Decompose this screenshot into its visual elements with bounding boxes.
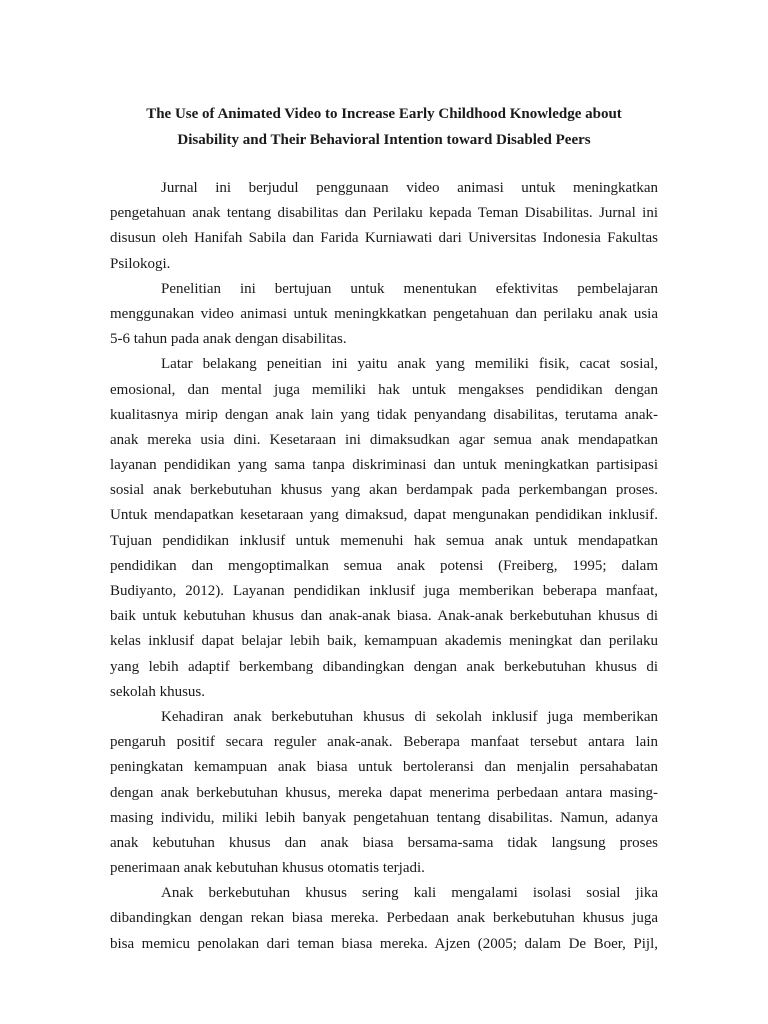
text-line: yang lebih adaptif berkembang dibandingkan dengan anak berkebutuhan khusus di <box>110 658 658 675</box>
title-line: The Use of Animated Video to Increase Early Childhood Knowledge about <box>146 106 622 122</box>
text-line: emosional, dan mental juga memiliki hak untuk mengakses pendidikan dengan <box>110 381 658 398</box>
text-line: anak mereka usia dini. Kesetaraan ini dimaksudkan agar semua anak mendapatkan <box>110 431 658 448</box>
paragraph <box>110 705 658 881</box>
text-line: Anak berkebutuhan khusus sering kali mengalami isolasi sosial jika <box>161 885 658 902</box>
text-line: menggunakan video animasi untuk meningkkatkan pengetahuan dan perilaku anak usia <box>110 305 658 322</box>
text-line: penerimaan anak kebutuhan khusus otomatis terjadi. <box>110 860 425 877</box>
text-line: Jurnal ini berjudul penggunaan video animasi untuk meningkatkan <box>161 180 658 196</box>
paragraph <box>110 176 658 277</box>
text-line: Tujuan pendidikan inklusif untuk memenuhi hak semua anak untuk mendapatkan <box>110 532 658 549</box>
text-line: pendidikan dan mengoptimalkan semua anak potensi (Freiberg, 1995; dalam <box>110 557 658 574</box>
paragraph <box>110 881 658 957</box>
text-line: pengaruh positif secara reguler anak-anak. Beberapa manfaat tersebut antara lain <box>110 734 658 751</box>
text-line: peningkatan kemampuan anak biasa untuk bertoleransi dan menjalin persahabatan <box>110 759 658 776</box>
text-line: Psilokogi. <box>110 255 171 272</box>
text-line: kelas inklusif dapat belajar lebih baik, kemampuan akademis meningkat dan perilaku <box>110 633 658 650</box>
text-line: kualitasnya mirip dengan anak lain yang tidak penyandang disabilitas, terutama anak- <box>110 406 658 423</box>
text-line: sosial anak berkebutuhan khusus yang akan berdampak pada perkembangan proses. <box>110 482 658 499</box>
text-line: anak kebutuhan khusus dan anak biasa bersama-sama tidak langsung proses <box>110 834 658 851</box>
text-line: dibandingkan dengan rekan biasa mereka. Perbedaan anak berkebutuhan khusus juga <box>110 910 658 927</box>
text-line: bisa memicu penolakan dari teman biasa mereka. Ajzen (2005; dalam De Boer, Pijl, <box>110 935 658 952</box>
paragraph <box>110 352 658 705</box>
text-line: pengetahuan anak tentang disabilitas dan Perilaku kepada Teman Disabilitas. Jurnal ini <box>110 205 658 222</box>
paragraph <box>110 277 658 353</box>
document-body <box>110 176 658 957</box>
text-line: sekolah khusus. <box>110 683 205 700</box>
text-line: Latar belakang peneitian ini yaitu anak yang memiliki fisik, cacat sosial, <box>161 356 658 373</box>
text-line: Untuk mendapatkan kesetaraan yang dimaksud, dapat mengunakan pendidikan inklusif. <box>110 507 658 524</box>
title-line: Disability and Their Behavioral Intention toward Disabled Peers <box>177 132 591 148</box>
text-line: baik untuk kebutuhan khusus dan anak-anak biasa. Anak-anak berkebutuhan khusus di <box>110 608 658 625</box>
text-line: Budiyanto, 2012). Layanan pendidikan inklusif juga memberikan beberapa manfaat, <box>110 583 658 599</box>
text-line: masing individu, miliki lebih banyak pengetahuan tentang disabilitas. Namun, adanya <box>110 809 658 826</box>
text-line: dengan anak berkebutuhan khusus, mereka dapat menerima perbedaan antara masing- <box>110 784 658 801</box>
text-line: Kehadiran anak berkebutuhan khusus di sekolah inklusif juga memberikan <box>161 708 658 725</box>
text-line: disusun oleh Hanifah Sabila dan Farida Kurniawati dari Universitas Indonesia Fakultas <box>110 230 658 247</box>
document-title <box>110 101 658 153</box>
text-line: 5-6 tahun pada anak dengan disabilitas. <box>110 331 347 348</box>
text-line: layanan pendidikan yang sama tanpa diskriminasi dan untuk meningkatkan partisipasi <box>110 457 658 474</box>
text-line: Penelitian ini bertujuan untuk menentukan efektivitas pembelajaran <box>161 280 658 297</box>
